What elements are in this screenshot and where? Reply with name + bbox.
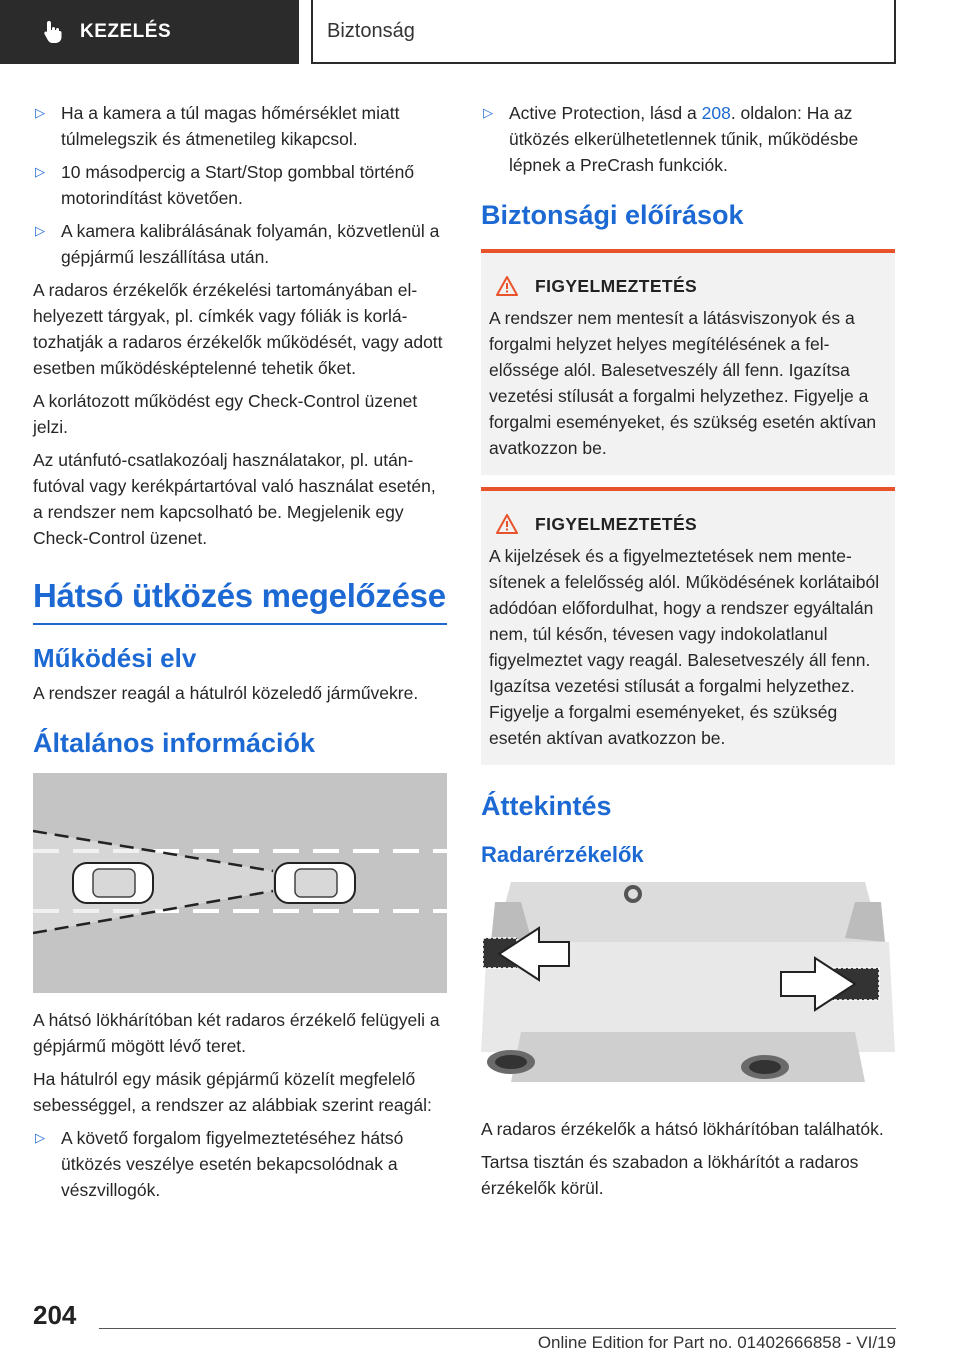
chapter-tab[interactable] xyxy=(0,0,299,64)
following-car-icon xyxy=(73,863,153,903)
bullet-triangle-icon: ▷ xyxy=(35,164,45,179)
bullet-triangle-icon: ▷ xyxy=(483,105,493,120)
radar-heading: Radarérzékelők xyxy=(481,842,644,867)
list-item: ▷ A kamera kalibrálásának folyamán, közvetlenül a gépjármű leszállítása után. xyxy=(33,218,447,270)
list-item: ▷ Active Protection, lásd a 208. oldalon: Ha az ütközés elkerülhetetlennek tűnik, működésbe lépnek a PreCrash funkciók. xyxy=(481,100,895,178)
paragraph: Az utánfutó-csatlakozóalj használatakor, pl. utánfutóval vagy kerékpártartóval való használat esetén, a rendszer nem kapcsolható be. Megjelenik egy Check-Control üzenet. xyxy=(33,450,436,548)
page-reference-link[interactable]: 208 xyxy=(701,103,731,123)
general-heading: Általános információk xyxy=(33,728,316,758)
principle-heading: Működési elv xyxy=(33,643,197,673)
paragraph: A radaros érzékelők érzékelési tartományában elhelyezett tárgyak, pl. címkék vagy fóliák is korlátozhatják a radaros érzékelők működését, vagy adott esetben működésképtelenné tehetik őket. xyxy=(33,280,443,378)
warning-triangle-icon xyxy=(495,513,519,535)
paragraph: A hátsó lökhárítóban két radaros érzékelő felügyeli a gépjármű mögött lévő teret. xyxy=(33,1010,440,1056)
page-number: 204 xyxy=(33,1300,77,1330)
traffic-illustration xyxy=(33,773,447,993)
warning-title: FIGYELMEZTETÉS xyxy=(535,513,698,534)
paragraph: Tartsa tisztán és szabadon a lökhárítót a radaros érzékelők körül. xyxy=(481,1152,859,1198)
overview-heading: Áttekintés xyxy=(481,791,612,821)
section-title: Biztonság xyxy=(311,0,896,64)
warning-text: A rendszer nem mentesít a látásviszonyok és a forgalmi helyzet helyes megítélésének a felelőssége alól. Balesetveszély áll fenn. Igazítsa vezetési stílusát a forgalmi helyzethez. Figyelje a forgalmi eseményeket, és szükség esetén aktívan avatkozzon be. xyxy=(489,308,877,458)
principle-text: A rendszer reagál a hátulról közeledő járművekre. xyxy=(33,683,419,703)
warning-text: A kijelzések és a figyelmeztetések nem mentesítenek a felelősség alól. Működésének korlátaiból adódóan előfordulhat, hogy a rendszer egyáltalán nem, túl későn, tévesen vagy indokolatlanul figyelmeztet vagy reagál. Balesetveszély áll fenn. Igazítsa vezetési stílusát a forgalmi helyzethez. Figyelje a forgalmi eseményeket, és szükség esetén aktívan avatkozzon be. xyxy=(489,546,880,748)
paragraph: A radaros érzékelők a hátsó lökhárítóban találhatók. xyxy=(481,1119,884,1139)
list-item: ▷ Ha a kamera a túl magas hőmérséklet miatt túlmelegszik és átmenetileg kikapcsol. xyxy=(33,100,447,152)
bullet-triangle-icon: ▷ xyxy=(35,1130,45,1145)
warning-title: FIGYELMEZTETÉS xyxy=(535,275,698,296)
footer-divider xyxy=(99,1328,896,1329)
main-heading: Hátsó ütközés megelőzése xyxy=(33,577,447,625)
list-item: ▷ 10 másodpercig a Start/Stop gombbal történő motorindítást követően. xyxy=(33,159,447,211)
list-item: ▷ A követő forgalom figyelmeztetéséhez hátsó ütközés veszélye esetén bekapcsolódnak a vészvillogók. xyxy=(33,1125,447,1203)
rear-bumper-illustration xyxy=(481,882,895,1102)
warning-triangle-icon xyxy=(495,275,519,297)
bullet-triangle-icon: ▷ xyxy=(35,105,45,120)
paragraph: A korlátozott működést egy Check-Control üzenet jelzi. xyxy=(33,391,418,437)
bullet-triangle-icon: ▷ xyxy=(35,223,45,238)
hand-pointer-icon xyxy=(40,19,66,45)
warning-box xyxy=(481,249,895,475)
warning-box xyxy=(481,487,895,765)
chapter-label: KEZELÉS xyxy=(80,21,172,42)
edition-info: Online Edition for Part no. 01402666858 - VI/19 xyxy=(537,1333,896,1352)
paragraph: Ha hátulról egy másik gépjármű közelít megfelelő sebességgel, a rendszer az alábbiak szerint reagál: xyxy=(33,1069,432,1115)
safety-heading: Biztonsági előírások xyxy=(481,200,744,230)
right-column xyxy=(481,100,895,1208)
left-column xyxy=(33,100,447,1210)
own-car-icon xyxy=(275,863,355,903)
